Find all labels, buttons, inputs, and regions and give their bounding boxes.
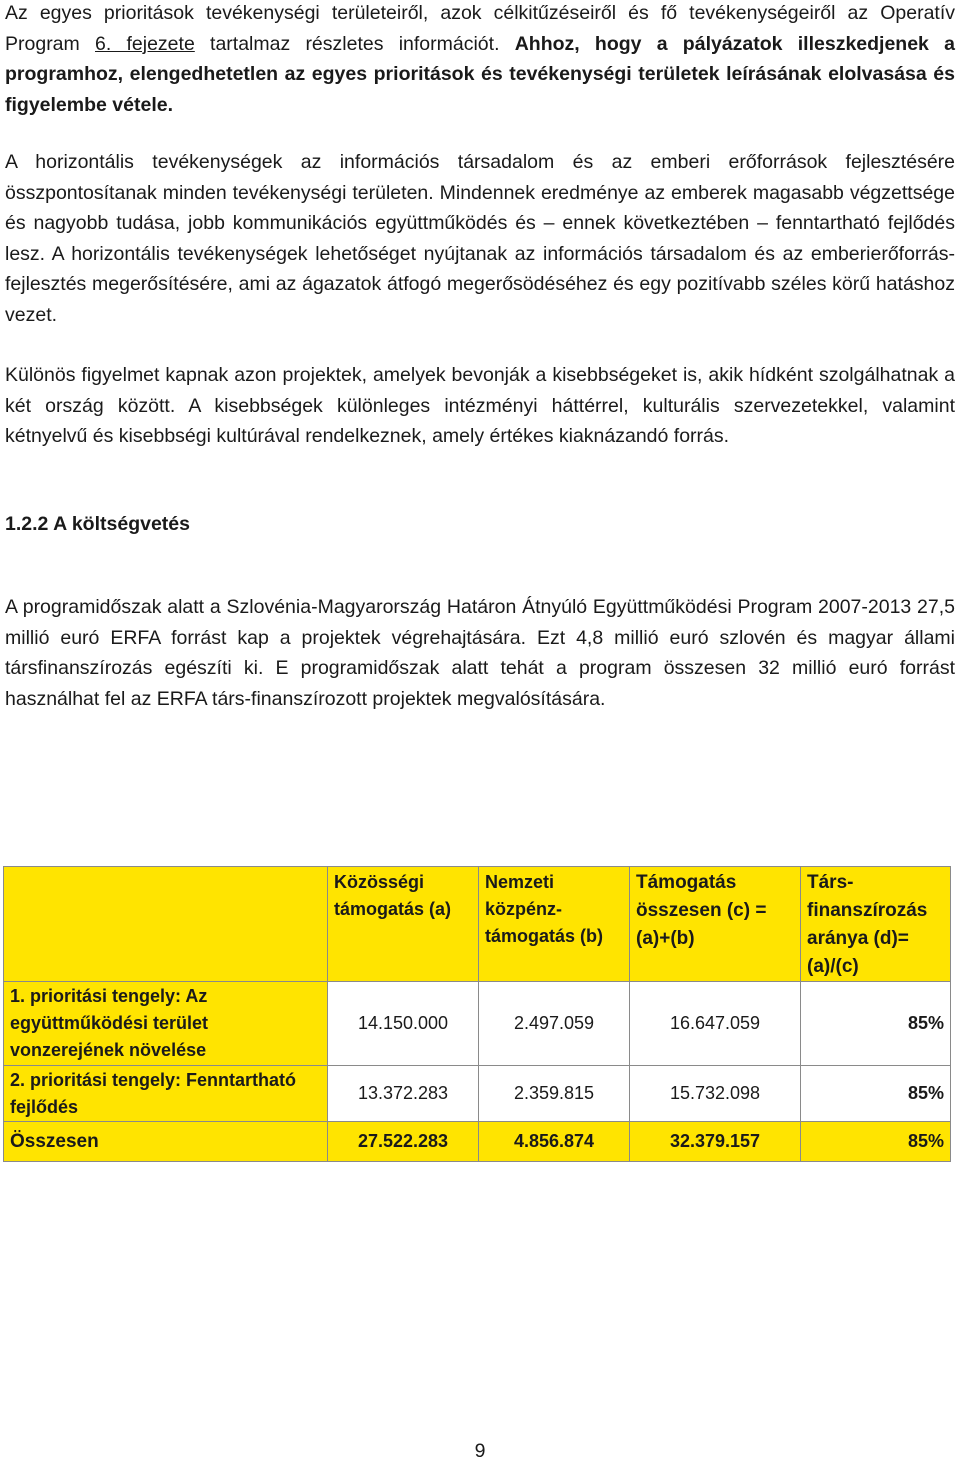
intro-paragraph [5,0,955,120]
total-value-a: 27.522.283 [328,1122,479,1162]
budget-paragraph: A programidőszak alatt a Szlovénia-Magyarország Határon Átnyúló Együttműködési Program 2007-2013 27,5 millió euró ERFA forrást kap a projektek végrehajtására. Ezt 4,8 millió euró szlovén és magyar állami társfinanszírozás egészíti ki. E programidőszak alatt tehát a program összesen 32 millió euró forrást használhat fel az ERFA társ-finanszírozott projektek megvalósítására. [5,596,955,710]
row-value-d: 85% [801,1066,951,1122]
header-cell-national: Nemzeti közpénz-támogatás (b) [479,867,630,982]
row-value-c: 16.647.059 [630,982,801,1066]
row-value-a: 13.372.283 [328,1066,479,1122]
total-value-c: 32.379.157 [630,1122,801,1162]
minorities-paragraph: Különös figyelmet kapnak azon projektek, amelyek bevonják a kisebbségeket is, akik hídként szolgálhatnak a két ország között. A kisebbségek különleges intézményi háttérrel, kulturális szervezetekkel, valamint kétnyelvű és kisebbségi kultúrával rendelkeznek, amely értékes kiaknázandó forrás. [5,364,955,447]
total-label: Összesen [4,1122,328,1162]
row-value-d: 85% [801,982,951,1066]
row-value-a: 14.150.000 [328,982,479,1066]
table-row [4,1066,951,1122]
total-value-d: 85% [801,1122,951,1162]
header-cell-empty [4,867,328,982]
chapter-link[interactable]: 6. fejezete [95,32,195,55]
header-cell-total: Támogatás összesen (c) = (a)+(b) [630,867,801,982]
row-label: 1. prioritási tengely: Az együttműködési terület vonzerejének növelése [4,982,328,1066]
intro-text-rest: tartalmaz részletes információt. [194,32,515,55]
page-number: 9 [474,1440,486,1462]
total-value-b: 4.856.874 [479,1122,630,1162]
row-value-c: 15.732.098 [630,1066,801,1122]
table-header-row [4,867,951,982]
intro-bold-text: Ahhoz, hogy a pályázatok illeszkedjenek a programhoz, elengedhetetlen az egyes prioritások és tevékenységi területek leírásának elolvasása és figyelembe vétele. [5,32,955,116]
intro-text: Az egyes prioritások tevékenységi területeiről, azok célkitűzéseiről és fő tevékenységeiről az Operatív Program [5,2,955,55]
table-total-row [4,1122,951,1162]
horizontal-activities-paragraph: A horizontális tevékenységek az információs társadalom és az emberi erőforrások fejlesztésére összpontosítanak minden tevékenységi területen. Mindennek eredménye az emberek magasabb végzettsége és nagyobb tudása, jobb kommunikációs együttműködés és – ennek következtében – fenntartható fejlődés lesz. A horizontális tevékenységek lehetőséget nyújtanak az információs társadalom és az emberierőforrás-fejlesztés megerősítésére, ami az ágazatok átfogó megerősödéséhez és egy pozitívabb széles körű hatáshoz vezet. [5,151,955,326]
budget-table [3,866,951,1162]
row-value-b: 2.497.059 [479,982,630,1066]
table-row [4,982,951,1066]
document-page [5,0,955,714]
header-cell-cofinancing: Társ-finanszírozás aránya (d)= (a)/(c) [801,867,951,982]
section-heading: 1.2.2 A költségvetés [5,512,190,535]
header-cell-community: Közösségi támogatás (a) [328,867,479,982]
row-label: 2. prioritási tengely: Fenntartható fejlődés [4,1066,328,1122]
row-value-b: 2.359.815 [479,1066,630,1122]
